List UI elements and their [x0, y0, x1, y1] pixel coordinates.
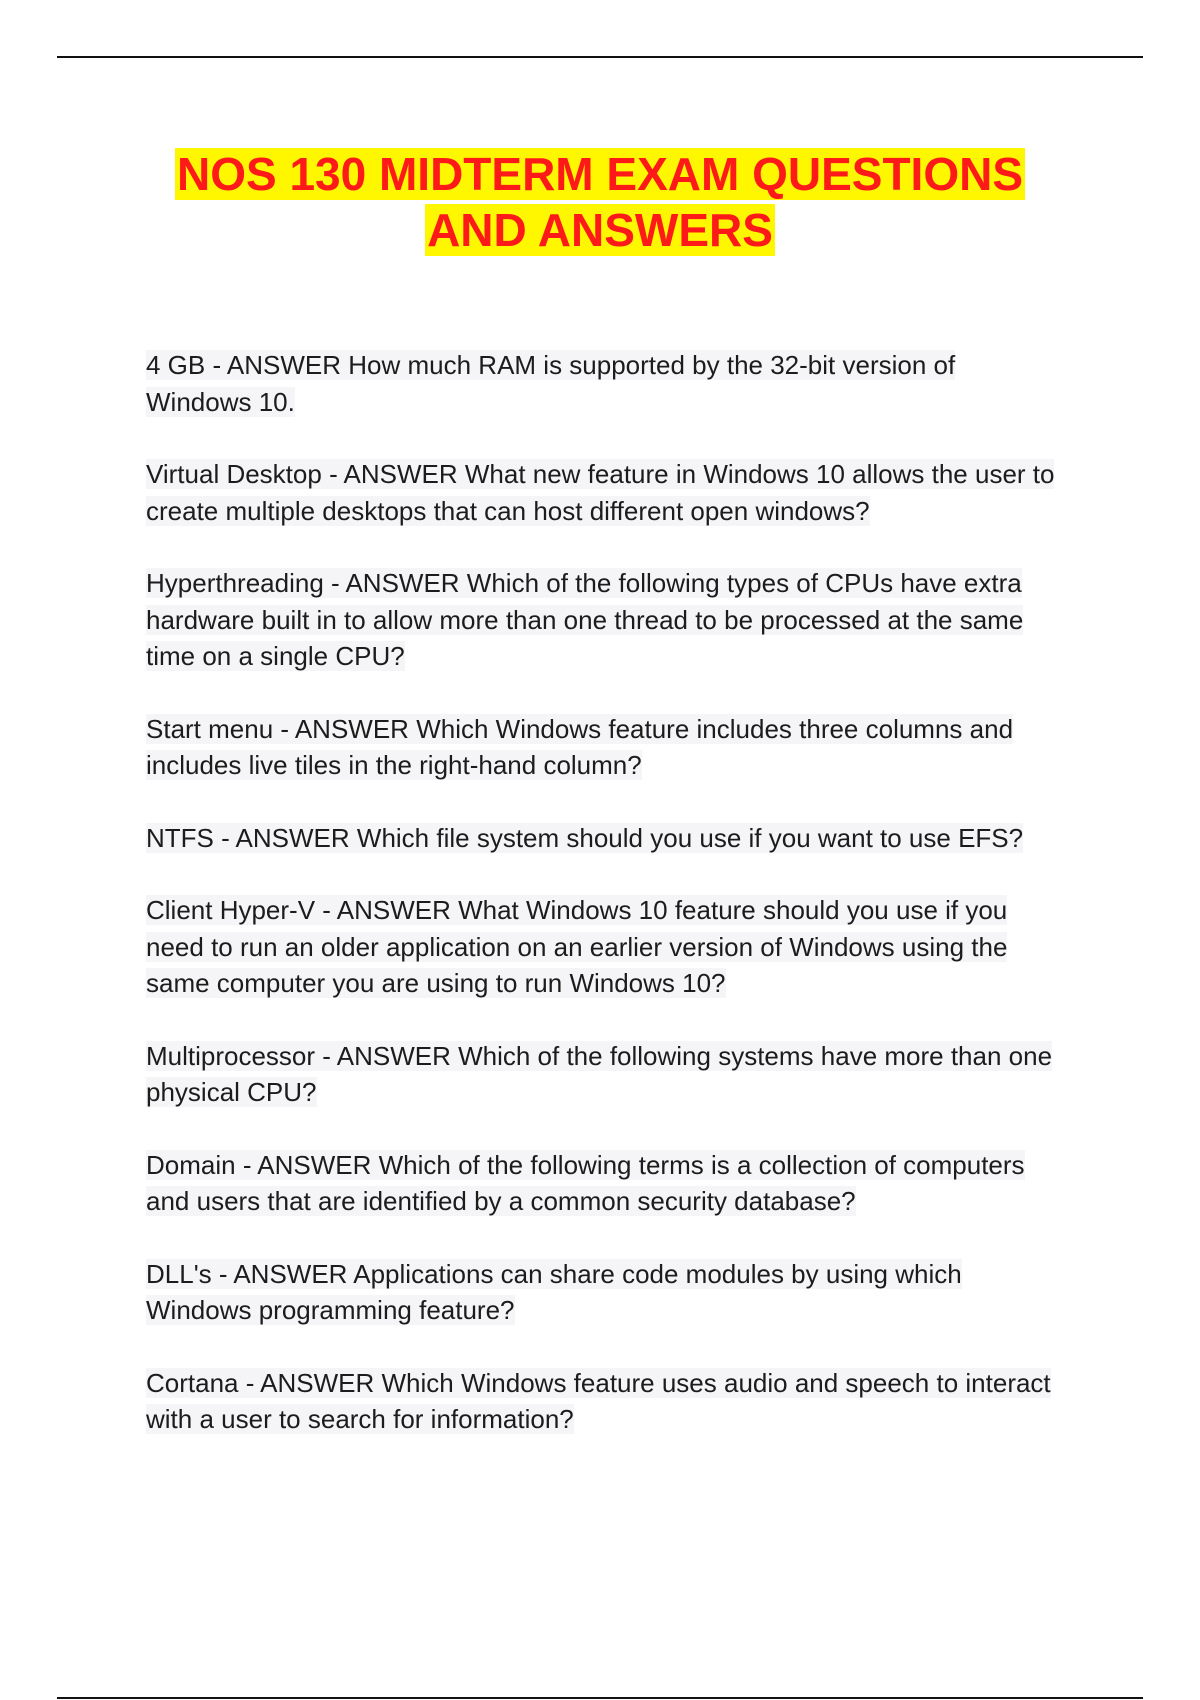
question: Which file system should you use if you want to use EFS? [356, 822, 1024, 853]
separator: - ANSWER [273, 713, 417, 744]
qa-item-2 [146, 456, 1066, 529]
separator: - ANSWER [315, 895, 459, 925]
bottom-rule [57, 1697, 1143, 1699]
question: What new feature in Windows 10 allows the user to create multiple desktops that can host different open windows? [146, 459, 1055, 526]
qa-list [146, 347, 1066, 1474]
qa-item-5 [146, 820, 1066, 857]
qa-item-7 [146, 1038, 1066, 1111]
separator: - ANSWER [235, 1149, 379, 1180]
document-title [0, 146, 1200, 258]
answer: Multiprocessor [146, 1040, 316, 1071]
answer: Virtual Desktop [146, 459, 322, 489]
qa-item-4 [146, 711, 1066, 784]
answer: DLL's [146, 1258, 212, 1289]
separator: - ANSWER [205, 350, 349, 380]
separator: - ANSWER [238, 1367, 382, 1398]
qa-item-3 [146, 565, 1066, 675]
qa-item-10 [146, 1365, 1066, 1438]
answer: Hyperthreading [146, 568, 324, 598]
separator: - ANSWER [321, 459, 465, 489]
separator: - ANSWER [213, 822, 357, 853]
question: Applications can share code modules by using which Windows programming feature? [146, 1258, 962, 1325]
qa-item-1 [146, 347, 1066, 420]
question: How much RAM is supported by the 32-bit version of Windows 10. [146, 350, 956, 417]
question: Which of the following types of CPUs have extra hardware built in to allow more than one thread to be processed at the same time on a single CPU? [146, 568, 1024, 671]
title-line-1: NOS 130 MIDTERM EXAM QUESTIONS [176, 148, 1023, 200]
separator: - ANSWER [315, 1040, 459, 1071]
question: Which Windows feature uses audio and speech to interact with a user to search for information? [146, 1367, 1051, 1434]
answer: Domain [146, 1149, 236, 1180]
question: What Windows 10 feature should you use if you need to run an older application on an earlier version of Windows using the same computer you are using to run Windows 10? [146, 895, 1008, 998]
title-line-2: AND ANSWERS [427, 204, 773, 256]
answer: Start menu [146, 713, 274, 744]
question: Which of the following systems have more than one physical CPU? [146, 1040, 1053, 1107]
answer: NTFS [146, 822, 214, 853]
answer: 4 GB [146, 350, 206, 380]
question: Which of the following terms is a collection of computers and users that are identified by a common security database? [146, 1149, 1025, 1216]
qa-item-9 [146, 1256, 1066, 1329]
qa-item-6 [146, 892, 1066, 1002]
top-rule [57, 56, 1143, 58]
qa-item-8 [146, 1147, 1066, 1220]
answer: Client Hyper-V [146, 895, 316, 925]
question: Which Windows feature includes three columns and includes live tiles in the right-hand column? [146, 713, 1014, 780]
answer: Cortana [146, 1367, 239, 1398]
separator: - ANSWER [211, 1258, 354, 1289]
separator: - ANSWER [323, 568, 467, 598]
